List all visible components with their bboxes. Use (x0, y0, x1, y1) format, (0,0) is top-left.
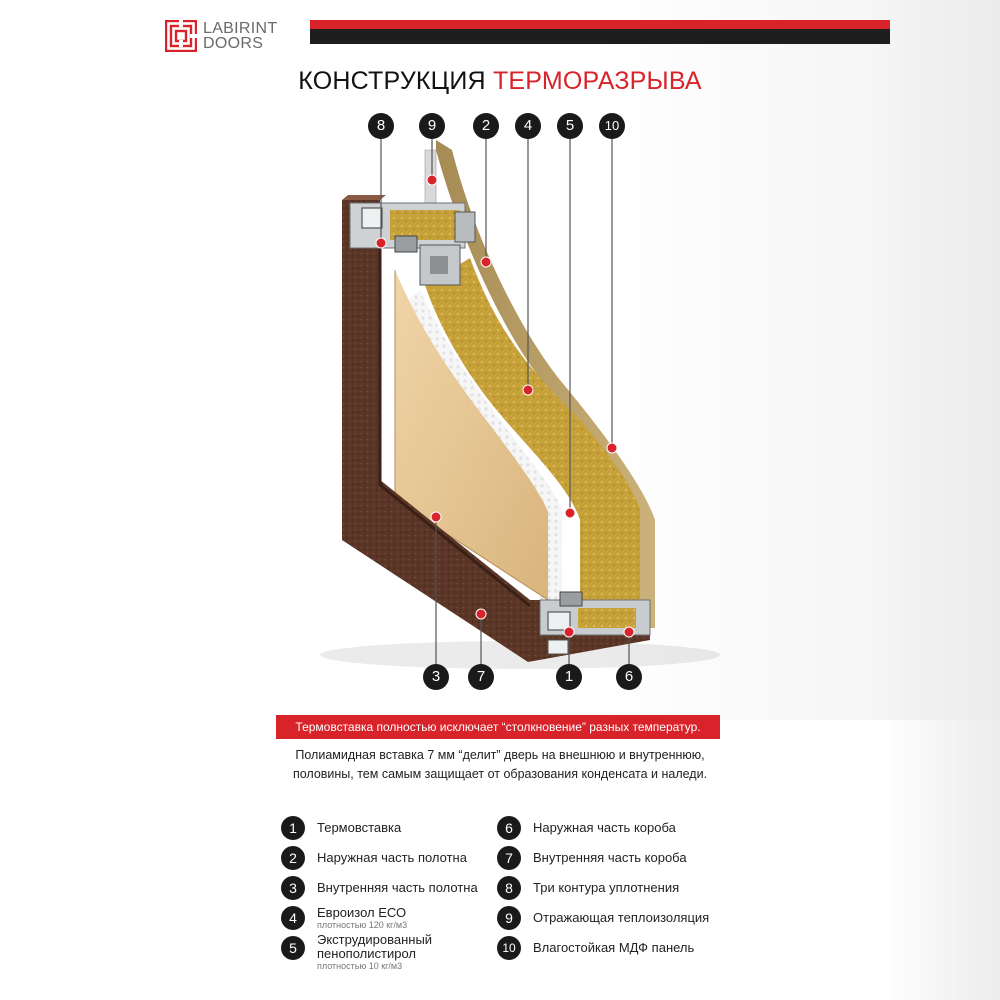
callout-5: 5 (557, 113, 583, 139)
description-line1: Полиамидная вставка 7 мм “делит” дверь на внешнюю и внутреннюю, (295, 748, 705, 762)
legend-label: Три контура уплотнения (533, 880, 680, 895)
callout-7: 7 (468, 664, 494, 690)
legend-number: 1 (281, 816, 305, 840)
description-line2: половины, тем самым защищает от образования конденсата и наледи. (292, 767, 708, 781)
legend-number: 6 (497, 816, 521, 840)
highlight-banner: Термовставка полностью исключает “столкновение” разных температур. (276, 715, 720, 739)
legend-sublabel: плотностью 10 кг/м3 (317, 961, 403, 971)
brand-line2: DOORS (203, 35, 264, 52)
description (270, 746, 730, 784)
legend-number: 10 (497, 936, 521, 960)
legend-number: 7 (497, 846, 521, 870)
callout-1: 1 (556, 664, 582, 690)
legend-number: 4 (281, 906, 305, 930)
legend-label-second: пенополистирол (317, 946, 416, 961)
legend-label: Наружная часть полотна (317, 850, 467, 865)
callout-3: 3 (423, 664, 449, 690)
legend-label: Внутренняя часть короба (533, 850, 687, 865)
callout-6: 6 (616, 664, 642, 690)
legend-label (317, 933, 432, 971)
callout-9: 9 (419, 113, 445, 139)
legend-number: 8 (497, 876, 521, 900)
legend-number: 5 (281, 936, 305, 960)
callout-10: 10 (599, 113, 625, 139)
callout-2: 2 (473, 113, 499, 139)
legend-label: Наружная часть короба (533, 820, 676, 835)
legend-number: 2 (281, 846, 305, 870)
callout-8: 8 (368, 113, 394, 139)
callout-4: 4 (515, 113, 541, 139)
legend-label (317, 905, 407, 930)
title-part1: КОНСТРУКЦИЯ (298, 67, 493, 95)
legend-label: Термовставка (317, 820, 402, 835)
legend-sublabel: плотностью 120 кг/м3 (317, 920, 408, 930)
legend-number: 3 (281, 876, 305, 900)
legend-label: Влагостойкая МДФ панель (533, 940, 695, 955)
title-part2: ТЕРМОРАЗРЫВА (492, 67, 702, 95)
legend-label-main: Экструдированный (317, 932, 433, 947)
legend-label: Отражающая теплоизоляция (533, 910, 710, 925)
legend-label: Внутренняя часть полотна (317, 880, 478, 895)
brand-line1: LABIRINT (203, 20, 278, 37)
legend-number: 9 (497, 906, 521, 930)
legend-label-main: Евроизол ЕСО (317, 905, 407, 920)
